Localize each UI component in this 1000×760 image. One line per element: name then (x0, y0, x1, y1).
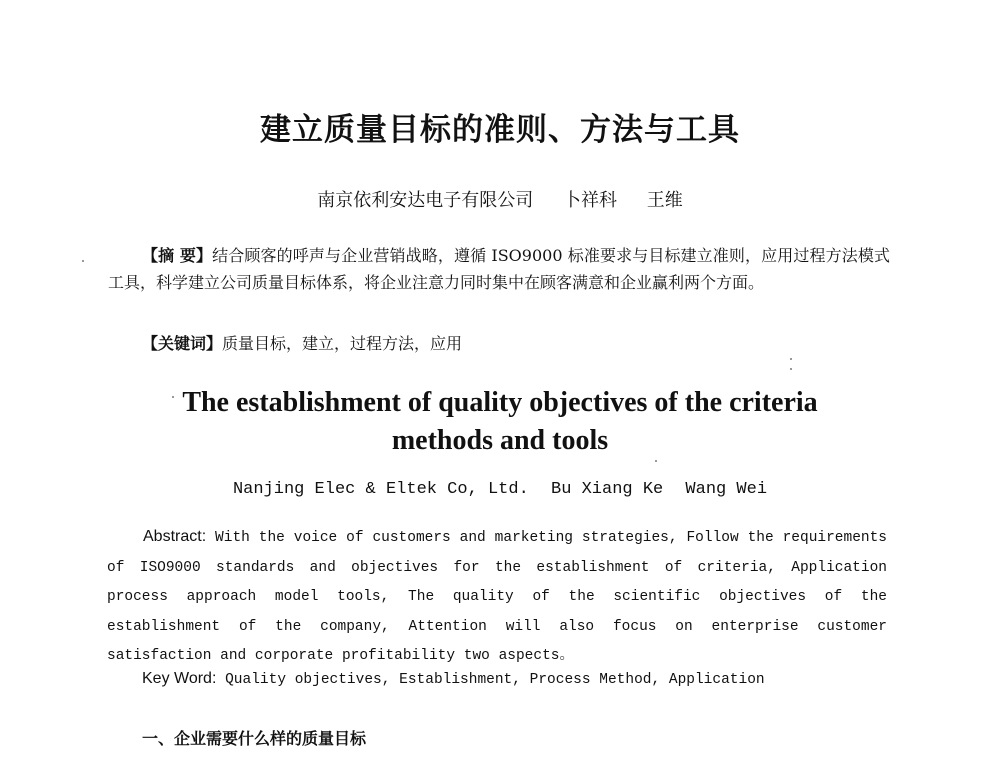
chinese-affiliation: 南京依利安达电子有限公司 (317, 190, 534, 211)
english-abstract-label: Abstract: (143, 528, 207, 545)
chinese-keywords-label: 【关键词】 (142, 334, 223, 353)
english-author-1: Bu Xiang Ke (551, 480, 664, 499)
chinese-abstract (108, 242, 890, 296)
english-author-2: Wang Wei (685, 480, 768, 499)
scan-speck (82, 260, 84, 262)
scan-speck (790, 368, 792, 370)
english-keywords-text: Quality objectives, Establishment, Process Method, Application (225, 672, 765, 688)
english-affiliation: Nanjing Elec & Eltek Co, Ltd. (232, 480, 529, 499)
english-keywords (142, 670, 765, 688)
chinese-keywords-text: 质量目标，建立，过程方法，应用 (222, 334, 463, 353)
english-title (140, 384, 860, 460)
chinese-author-2: 王维 (646, 190, 683, 211)
chinese-keywords (142, 330, 462, 357)
english-author-line (0, 480, 1000, 499)
english-abstract (107, 522, 887, 672)
section-1-heading: 一、企业需要什么样的质量目标 (142, 729, 367, 748)
chinese-author-line (0, 186, 1000, 212)
scan-speck (655, 460, 657, 462)
scan-speck (790, 358, 792, 360)
english-title-line-1: The establishment of quality objectives of the criteria (182, 387, 818, 418)
chinese-author-1: 卜祥科 (563, 190, 617, 211)
chinese-abstract-text: 结合顾客的呼声与企业营销战略，遵循 ISO9000 标准要求与目标建立准则，应用过程方法模式工具，科学建立公司质量目标体系，将企业注意力同时集中在顾客满意和企业赢利两个方面。 (108, 246, 890, 292)
chinese-title: 建立质量目标的准则、方法与工具 (260, 112, 740, 148)
chinese-abstract-label: 【摘 要】 (142, 246, 213, 265)
english-title-line-2: methods and tools (391, 425, 609, 456)
scan-speck (172, 396, 174, 398)
english-keywords-label: Key Word: (142, 670, 217, 687)
english-abstract-text: With the voice of customers and marketing strategies, Follow the requirements of ISO9000 standards and objectives for the establishment of criteria, Application process approach model tools, The quality of the scientific objectives of the establishment of the company, Attention will also focus on enterprise customer satisfaction and corporate profitability two aspects。 (107, 530, 888, 664)
